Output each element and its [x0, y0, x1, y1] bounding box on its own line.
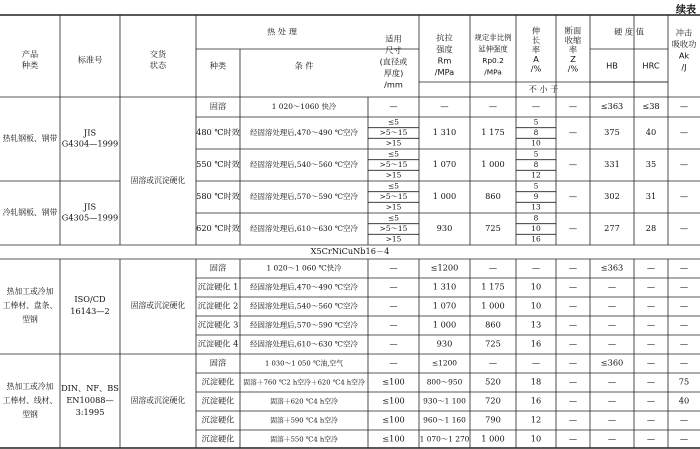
delivery-state-cell: 固溶或沉淀硬化	[130, 396, 186, 405]
hb-cell: —	[607, 319, 617, 330]
elongation-cell: 5	[533, 149, 539, 159]
reduction-cell: —	[568, 127, 578, 137]
ht-condition-cell: 经固溶处理后,570～590 ℃空冷	[250, 320, 358, 330]
elongation-cell: —	[531, 101, 541, 111]
ht-kind-cell: 沉淀硬化	[201, 433, 235, 444]
applicable-size-header: (直径或	[379, 56, 408, 67]
impact-cell: 75	[678, 376, 690, 387]
hb-cell: ≤360	[600, 357, 624, 368]
applicable-size-header: 适用	[385, 33, 402, 44]
impact-cell: —	[679, 159, 689, 169]
standard-no-header: 标准号	[77, 54, 103, 65]
yield-cell: 1 175	[481, 281, 505, 292]
elongation-cell: —	[531, 262, 541, 273]
yield-cell: 1 000	[481, 159, 505, 169]
tensile-cell: 1 000	[432, 319, 457, 330]
product-type-cell: 热加工或冷加	[6, 287, 54, 296]
ht-condition-cell: 经固溶处理后,540～560 ℃空冷	[250, 301, 358, 311]
standard-no-cell: 3:1995	[75, 407, 105, 417]
size-cell: >5～15	[379, 224, 408, 233]
hardness-header: 硬 度 值	[614, 26, 644, 37]
ht-kind-cell: 沉淀硬化	[201, 376, 235, 387]
hrc-cell: —	[646, 433, 656, 444]
ht-condition-cell: 1 020～1 060 ℃快冷	[266, 263, 342, 273]
yield-cell: —	[488, 357, 498, 368]
hrc-cell: —	[646, 414, 656, 425]
ht-kind-cell: 固溶	[209, 262, 227, 273]
impact-header: /J	[681, 61, 687, 72]
impact-cell: —	[679, 300, 689, 311]
elongation-cell: 8	[533, 213, 539, 223]
yield-cell: 860	[485, 319, 501, 330]
hb-cell: 331	[604, 159, 620, 169]
reduction-cell: —	[568, 338, 578, 349]
heat-treatment-header: 热 处 理	[267, 26, 297, 37]
ht-condition-cell: 固溶＋760 ℃2 h空冷＋620 ℃4 h空冷	[243, 378, 365, 387]
product-type-header: 种类	[21, 60, 39, 70]
yield-header: 规定非比例	[474, 32, 512, 42]
product-type-cell: 冷轧钢板、钢带	[2, 208, 58, 217]
ht-condition-cell: 经固溶处理后,540～560 ℃空冷	[250, 160, 358, 169]
elongation-cell: 10	[531, 224, 541, 233]
size-cell: ≤100	[382, 395, 405, 406]
hrc-cell: —	[646, 357, 656, 368]
yield-cell: —	[488, 262, 498, 273]
elongation-cell: 13	[531, 202, 541, 212]
ht-condition-cell: 1 030～1 050 ℃油,空气	[264, 359, 344, 368]
elongation-header: 长	[531, 35, 541, 45]
impact-cell: —	[679, 433, 689, 444]
hrc-cell: 31	[645, 191, 657, 201]
yield-cell: 520	[485, 376, 501, 387]
elongation-cell: 12	[530, 414, 542, 425]
yield-cell: 725	[485, 338, 501, 349]
hb-cell: —	[607, 281, 617, 292]
hrc-cell: —	[646, 262, 656, 273]
tensile-cell: 960～1 160	[423, 415, 466, 425]
hb-header: HB	[606, 60, 618, 71]
yield-header: Rp0.2	[482, 55, 504, 65]
reduction-cell: —	[568, 319, 578, 330]
tensile-cell: 1 000	[432, 191, 457, 201]
tensile-header: /MPa	[434, 66, 455, 77]
elongation-cell: 5	[533, 117, 539, 127]
elongation-cell: 8	[533, 128, 539, 137]
size-cell: —	[389, 338, 398, 349]
reduction-header: 断面	[564, 25, 582, 36]
size-cell: —	[389, 319, 398, 330]
elongation-header: A	[533, 54, 539, 64]
standard-no-cell: DIN、NF、BS	[61, 383, 119, 393]
ht-condition-cell: 固溶＋620 ℃4 h空冷	[270, 397, 338, 406]
reduction-cell: —	[568, 262, 578, 273]
yield-cell: 720	[485, 395, 501, 406]
tensile-cell: 1 310	[432, 281, 457, 292]
size-cell: ≤100	[382, 433, 405, 444]
hrc-cell: —	[646, 281, 656, 292]
hrc-cell: —	[646, 338, 656, 349]
impact-cell: —	[679, 223, 689, 233]
yield-cell: 790	[485, 414, 501, 425]
impact-cell: —	[679, 127, 689, 137]
reduction-cell: —	[568, 159, 578, 169]
impact-header: Ak	[678, 50, 690, 61]
hrc-cell: —	[646, 300, 656, 311]
elongation-cell: 10	[530, 300, 542, 311]
impact-cell: —	[679, 281, 689, 292]
elongation-header: 伸	[531, 25, 541, 36]
reduction-cell: —	[568, 414, 578, 425]
reduction-cell: —	[568, 395, 578, 406]
ht-condition-header: 条 件	[294, 60, 314, 71]
size-cell: —	[389, 357, 398, 368]
tensile-cell: 930	[436, 223, 453, 233]
product-type-cell: 热加工或冷加	[6, 382, 54, 391]
product-type-cell: 工棒材、盘条、	[2, 301, 58, 310]
size-cell: ≤5	[388, 181, 399, 191]
standard-no-cell: G4304—1999	[61, 138, 119, 149]
standard-no-cell: ISO/CD	[74, 294, 106, 304]
size-cell: —	[389, 262, 398, 273]
hb-cell: —	[607, 376, 617, 387]
reduction-cell: —	[568, 281, 578, 292]
applicable-size-header: 厚度)	[383, 68, 404, 78]
size-cell: >5～15	[379, 160, 408, 169]
impact-cell: —	[679, 319, 689, 330]
ht-kind-cell: 沉淀硬化 1	[197, 281, 239, 292]
reduction-cell: —	[568, 191, 578, 201]
reduction-cell: —	[568, 433, 578, 444]
elongation-cell: 10	[531, 138, 541, 148]
hrc-header: HRC	[642, 60, 660, 71]
impact-cell: 40	[678, 395, 690, 406]
ht-condition-cell: 经固溶处理后,610～630 ℃空冷	[250, 224, 358, 233]
not-less-than-label: 不 小 于	[528, 84, 559, 94]
yield-cell: 1 000	[481, 433, 505, 444]
ht-condition-cell: 经固溶处理后,570～590 ℃空冷	[250, 192, 358, 201]
impact-cell: —	[679, 414, 689, 425]
tensile-cell: 1 070	[432, 300, 457, 311]
hb-cell: ≤363	[600, 101, 624, 111]
hrc-cell: —	[646, 319, 656, 330]
hb-cell: ≤363	[600, 262, 624, 273]
yield-cell: 725	[485, 223, 501, 233]
applicable-size-header: /mm	[384, 79, 403, 90]
hrc-cell: —	[646, 376, 656, 387]
ht-kind-cell: 620 ℃时效	[196, 223, 240, 233]
impact-cell: —	[679, 357, 689, 368]
elongation-cell: 13	[530, 319, 542, 330]
ht-kind-cell: 沉淀硬化 4	[197, 338, 239, 349]
product-type-cell: 工棒材、线材、	[2, 396, 58, 405]
ht-condition-cell: 固溶＋550 ℃4 h空冷	[270, 435, 338, 444]
hb-cell: —	[607, 338, 617, 349]
hrc-cell: 40	[645, 127, 657, 137]
tensile-header: 强度	[436, 43, 453, 54]
elongation-cell: 16	[531, 234, 541, 244]
size-cell: >15	[385, 202, 402, 212]
reduction-header: Z	[570, 54, 576, 64]
hrc-cell: 35	[645, 159, 657, 169]
hrc-cell: —	[646, 395, 656, 406]
size-cell: >15	[385, 234, 402, 244]
elongation-cell: 10	[530, 433, 542, 444]
product-type-cell: 型钢	[22, 410, 38, 419]
hb-cell: —	[607, 300, 617, 311]
size-cell: ≤5	[388, 117, 399, 127]
ht-kind-cell: 沉淀硬化 3	[197, 319, 239, 330]
elongation-cell: 18	[530, 376, 542, 387]
reduction-cell: —	[568, 101, 578, 111]
delivery-state-cell: 固溶或沉淀硬化	[130, 301, 186, 310]
product-type-cell: 热轧钢板、钢带	[2, 134, 58, 143]
ht-kind-cell: 固溶	[209, 101, 227, 111]
delivery-state-header: 状态	[149, 60, 167, 70]
ht-kind-cell: 580 ℃时效	[196, 191, 240, 201]
reduction-cell: —	[568, 223, 578, 233]
elongation-cell: 12	[531, 170, 541, 180]
standard-no-cell: EN10088—	[66, 395, 114, 405]
yield-cell: —	[488, 101, 498, 111]
impact-header: 吸收功	[671, 38, 697, 49]
ht-condition-cell: 1 020～1060 快冷	[271, 102, 337, 111]
size-cell: ≤5	[388, 213, 399, 223]
size-cell: >15	[385, 138, 402, 148]
tensile-cell: 930～1 100	[423, 396, 466, 406]
size-cell: ≤5	[388, 149, 399, 159]
yield-header: /MPa	[484, 67, 502, 77]
hrc-cell: 28	[645, 223, 657, 233]
continued-label: 续表	[676, 5, 696, 16]
elongation-cell: 9	[533, 192, 539, 201]
ht-kind-cell: 沉淀硬化 2	[197, 300, 239, 311]
ht-kind-header: 种类	[209, 60, 227, 71]
size-cell: >15	[385, 170, 402, 180]
tensile-cell: ≤1200	[431, 358, 458, 368]
yield-cell: 1 175	[481, 127, 505, 137]
tensile-cell: ≤1200	[430, 262, 459, 273]
impact-cell: —	[679, 191, 689, 201]
hb-cell: —	[607, 395, 617, 406]
product-type-cell: 型钢	[22, 315, 38, 324]
elongation-cell: 8	[533, 160, 539, 169]
impact-cell: —	[679, 101, 689, 111]
ht-condition-cell: 经固溶处理后,470～490 ℃空冷	[250, 128, 358, 137]
yield-cell: 860	[485, 191, 501, 201]
ht-condition-cell: 经固溶处理后,610～630 ℃空冷	[250, 339, 358, 349]
standard-no-cell: JIS	[83, 201, 97, 212]
ht-kind-cell: 沉淀硬化	[201, 414, 235, 425]
hb-cell: 302	[604, 191, 620, 201]
size-cell: >5～15	[379, 192, 408, 201]
ht-condition-cell: 经固溶处理后,470～490 ℃空冷	[250, 282, 358, 292]
reduction-cell: —	[568, 300, 578, 311]
applicable-size-header: 尺寸	[385, 45, 402, 55]
tensile-cell: 930	[436, 338, 453, 349]
standard-no-cell: 16143—2	[70, 306, 110, 316]
delivery-state-header: 交货	[149, 49, 167, 59]
ht-kind-cell: 550 ℃时效	[196, 159, 240, 169]
size-cell: ≤100	[382, 414, 405, 425]
reduction-cell: —	[568, 376, 578, 387]
size-cell: —	[389, 300, 398, 311]
size-cell: >5～15	[379, 128, 408, 137]
delivery-state-cell: 固溶或沉淀硬化	[130, 176, 186, 185]
elongation-cell: —	[531, 357, 541, 368]
elongation-cell: 5	[533, 181, 539, 191]
size-cell: —	[389, 281, 398, 292]
hrc-cell: ≤38	[642, 101, 660, 111]
impact-header: 冲击	[675, 27, 693, 38]
reduction-header: /%	[567, 63, 579, 74]
impact-cell: —	[679, 338, 689, 349]
ht-kind-cell: 沉淀硬化	[201, 395, 235, 406]
elongation-cell: 16	[530, 338, 542, 349]
hb-cell: —	[607, 433, 617, 444]
size-cell: ≤100	[382, 376, 405, 387]
tensile-cell: 1 070～1 270	[419, 434, 470, 444]
standard-no-cell: G4305—1999	[61, 212, 119, 223]
ht-kind-cell: 固溶	[209, 357, 227, 368]
reduction-header: 收缩	[564, 35, 582, 45]
standard-no-cell: JIS	[83, 127, 97, 138]
size-cell: —	[389, 101, 398, 111]
yield-header: 延伸强度	[478, 44, 508, 54]
hb-cell: —	[607, 414, 617, 425]
grade-title: X5CrNiCuNb16－4	[310, 246, 390, 256]
reduction-header: 率	[568, 44, 578, 55]
tensile-cell: 800～950	[426, 377, 463, 387]
product-type-header: 产品	[21, 49, 39, 59]
elongation-cell: 16	[530, 395, 542, 406]
tensile-cell: —	[440, 101, 449, 111]
ht-condition-cell: 固溶＋590 ℃4 h空冷	[270, 416, 338, 425]
tensile-header: Rm	[437, 55, 452, 66]
hb-cell: 375	[604, 127, 620, 137]
tensile-cell: 1 310	[432, 127, 457, 137]
elongation-header: /%	[530, 63, 542, 74]
elongation-cell: 10	[530, 281, 542, 292]
impact-cell: —	[679, 262, 689, 273]
reduction-cell: —	[568, 357, 578, 368]
tensile-header: 抗拉	[436, 32, 453, 43]
elongation-header: 率	[531, 44, 541, 55]
tensile-cell: 1 070	[432, 159, 457, 169]
hb-cell: 277	[604, 223, 620, 233]
ht-kind-cell: 480 ℃时效	[196, 127, 240, 137]
yield-cell: 1 000	[481, 300, 505, 311]
